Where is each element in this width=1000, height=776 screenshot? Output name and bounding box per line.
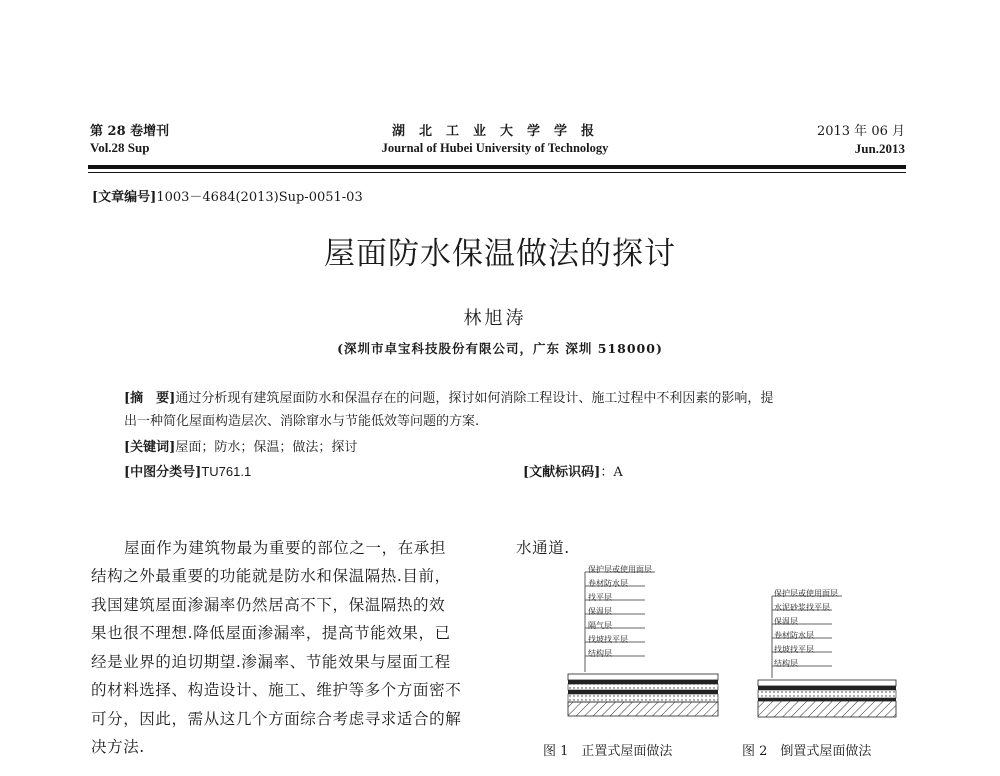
body-line: 果也很不理想.降低屋面渗漏率，提高节能效果，已 — [91, 624, 451, 642]
volume-en: Vol.28 Sup — [90, 140, 150, 155]
body-line: 结构之外最重要的功能就是防水和保温隔热.目前， — [91, 567, 451, 585]
article-number-value: 1003－4684(2013)Sup-0051-03 — [156, 190, 363, 205]
figure-1-layer-label: 找平层 — [588, 593, 612, 602]
body-line: 的材料选择、构造设计、施工、维护等多个方面密不 — [91, 681, 462, 699]
figure-2-layer-label: 保温层 — [774, 617, 798, 626]
clc-value: TU761.1 — [201, 464, 252, 479]
figure-1-caption: 图 1 正置式屋面做法 — [543, 744, 673, 759]
article-number — [92, 186, 363, 205]
header-rule-thin — [88, 172, 906, 173]
article-number-label: [文章编号] — [92, 190, 157, 205]
figure-2-layer-label: 保护层或使用面层 — [774, 589, 838, 598]
figure-1-layer-label: 隔气层 — [588, 621, 612, 630]
keywords-value: 屋面；防水；保温；做法；探讨 — [175, 440, 358, 455]
figure-2 — [752, 586, 902, 722]
author: 林旭涛 — [463, 308, 527, 329]
paper-title: 屋面防水保温做法的探讨 — [324, 236, 676, 272]
body-line: 可分，因此，需从这几个方面综合考虑寻求适合的解 — [91, 710, 462, 728]
figure-2-caption: 图 2 倒置式屋面做法 — [742, 744, 872, 759]
keywords-label: [关键词] — [124, 440, 176, 455]
date-en: Jun.2013 — [854, 141, 905, 156]
clc-label: [中图分类号] — [124, 465, 202, 480]
body-line: 屋面作为建筑物最为重要的部位之一，在承担 — [124, 539, 447, 557]
journal-name-en: Journal of Hubei University of Technology — [381, 141, 609, 155]
keywords — [124, 436, 357, 455]
figure-1 — [560, 562, 725, 722]
figure-2-layer-label: 水泥砂浆找平层 — [774, 603, 830, 612]
abstract-text-1: 通过分析现有建筑屋面防水和保温存在的问题，探讨如何消除工程设计、施工过程中不利因素的影响，提 — [175, 391, 774, 406]
document-code-label: [文献标识码] — [523, 465, 601, 480]
affiliation: (深圳市卓宝科技股份有限公司，广东 深圳 518000) — [337, 341, 663, 356]
figure-1-layer-label: 找坡找平层 — [588, 635, 628, 644]
figure-2-layer-label: 卷材防水层 — [774, 631, 814, 640]
abstract-label: [摘 要] — [124, 391, 176, 406]
body-right-line: 水通道. — [516, 539, 570, 557]
document-code-value: ：A — [600, 465, 623, 480]
figure-1-layer-label: 保温层 — [588, 607, 612, 616]
body-line: 决方法. — [91, 738, 145, 756]
date-cn: 2013 年 06 月 — [816, 124, 905, 139]
journal-name-cn: 湖北工业大学学报 — [391, 124, 608, 139]
abstract-line-2: 出一种简化屋面构造层次、消除窜水与节能低效等问题的方案. — [124, 414, 480, 429]
figure-2-layer-label: 找坡找平层 — [774, 645, 814, 654]
figure-1-layer-label: 结构层 — [588, 649, 612, 658]
figure-1-layer-label: 保护层或使用面层 — [588, 565, 652, 574]
figure-1-diagram — [560, 562, 725, 722]
figure-1-layer-label: 卷材防水层 — [588, 579, 628, 588]
figure-2-layer-label: 结构层 — [774, 659, 798, 668]
body-line: 我国建筑屋面渗漏率仍然居高不下，保温隔热的效 — [91, 596, 446, 614]
header-rule-thick — [88, 165, 906, 169]
volume-cn: 第 28 卷增刊 — [90, 124, 170, 139]
body-line: 经是业界的迫切期望.渗漏率、节能效果与屋面工程 — [91, 653, 451, 671]
abstract-line-1 — [124, 387, 773, 406]
clc-number — [124, 461, 251, 480]
document-code — [523, 461, 623, 480]
